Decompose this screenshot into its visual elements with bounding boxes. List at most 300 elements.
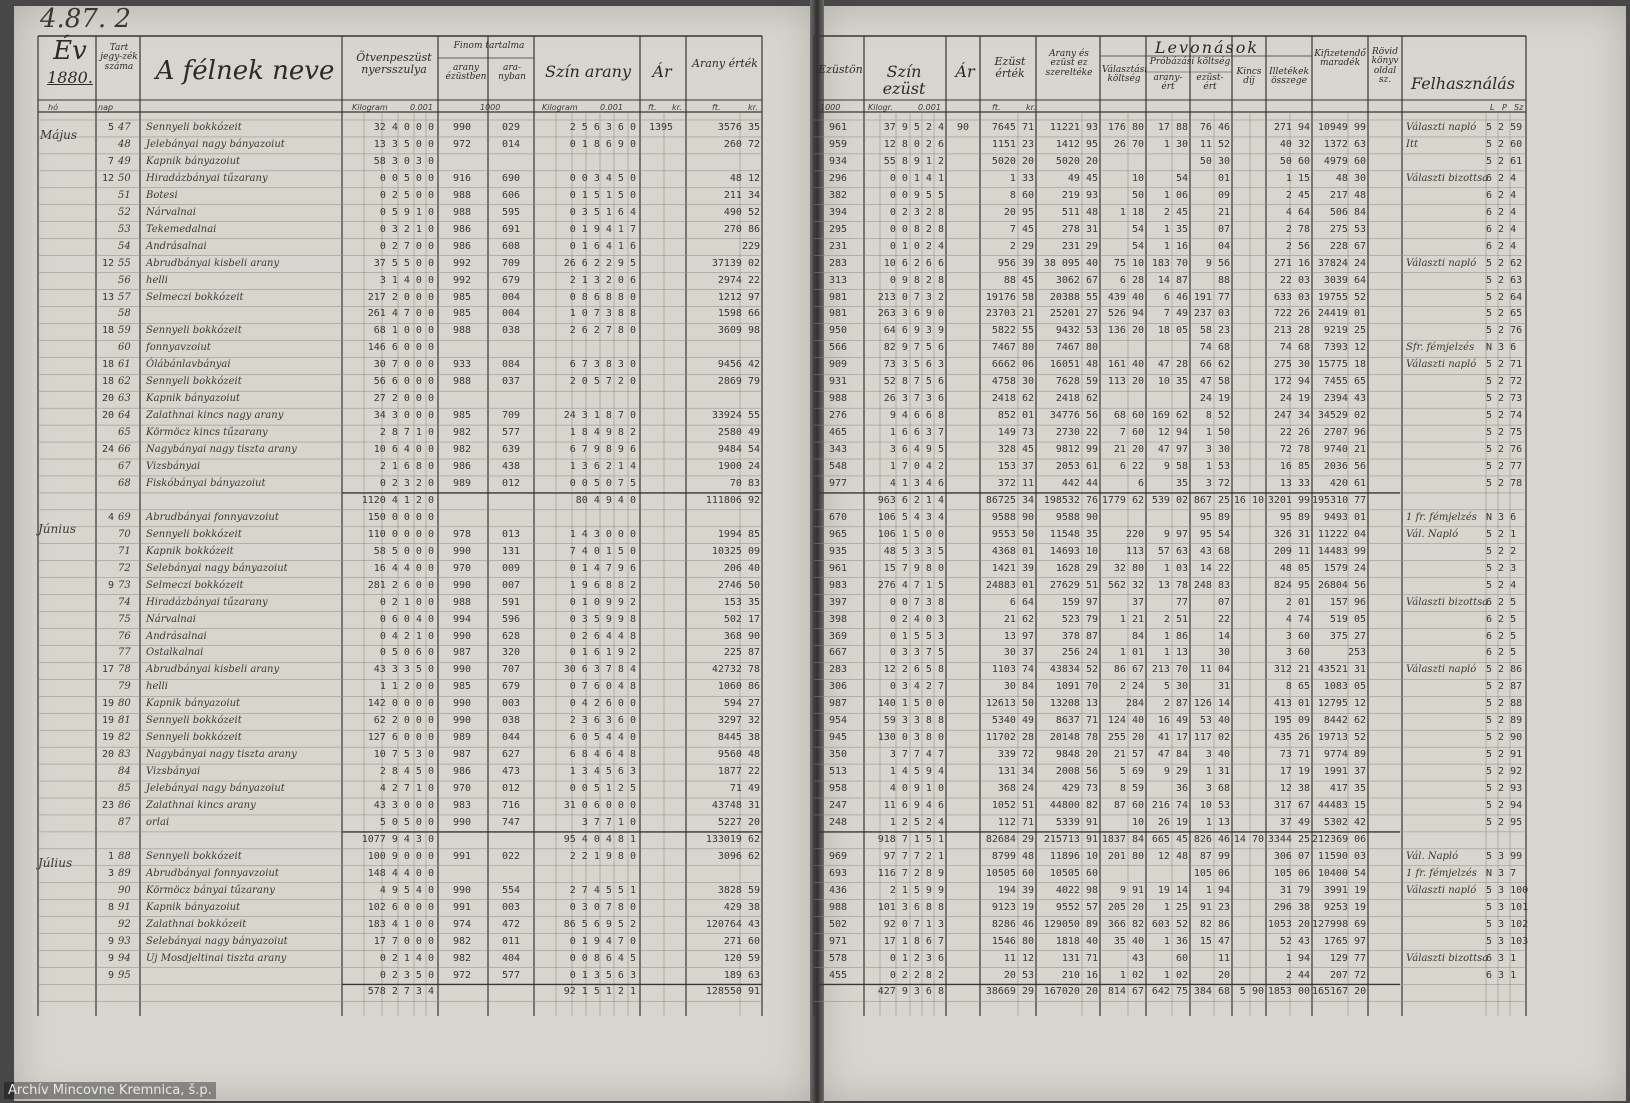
row-day: 24 [101,444,114,456]
row-gross-weight: 34 3 0 0 0 [373,410,434,422]
row-total-value: 8637 71 [1055,715,1098,727]
unit-ft-price: ft. [648,103,657,112]
row-pure-silver: 73 3 5 6 3 [883,359,944,371]
row-entry-number: 73 [118,579,131,591]
row-party-name: Zalathnai kincs arany [146,800,256,811]
row-pure-silver: 0 2 4 0 3 [889,613,944,625]
row-silver-fineness: 283 [828,664,848,676]
row-gross-weight: 146 6 0 0 0 [367,342,434,354]
row-usage: 1 fr. fémjelzés [1406,867,1477,879]
row-party-name: Kapnik bányazoiut [146,698,241,710]
row-silver-fineness: 959 [828,138,848,150]
row-fineness-gold: 709 [501,257,521,269]
row-fees-total: 271 94 [1273,122,1310,133]
small-col-p: P [1502,103,1507,112]
row-gross-weight: 578 2 7 3 4 [367,986,434,998]
row-assay-gold: 1 35 [1163,223,1188,235]
row-silver-fineness: 988 [828,393,848,405]
row-pure-gold: 31 0 6 0 0 0 [563,800,636,811]
row-entry-number: 63 [118,393,131,405]
row-party-name: Ólábánlavbányai [146,359,231,371]
row-silver-fineness: 667 [828,647,848,659]
row-pure-silver: 101 3 6 8 8 [877,901,944,913]
row-fineness-gold: 707 [501,664,521,676]
row-total-value: 7628 59 [1055,376,1098,388]
row-payout: 19755 52 [1317,291,1366,303]
row-separation-cost: 2 24 [1119,681,1144,693]
row-fees-total: 2 01 [1285,596,1310,608]
row-short-book-ref: 5 2 95 [1486,816,1523,828]
row-day: 23 [101,800,114,811]
row-separation-cost: 54 [1131,223,1144,235]
row-short-book-ref: 5 2 3 [1486,562,1517,574]
row-silver-fineness: 961 [828,562,848,574]
row-payout: 44483 15 [1317,800,1366,811]
row-pure-gold: 26 6 2 2 9 5 [563,257,636,269]
row-assay-silver: 20 [1217,969,1230,981]
row-total-value: 2008 56 [1055,766,1098,778]
row-pure-gold: 0 1 6 4 1 6 [569,240,636,252]
row-pure-silver: 97 7 7 2 1 [883,850,944,862]
row-fees-total: 24 19 [1279,393,1310,405]
row-total-value: 13208 13 [1049,698,1098,710]
row-pure-gold: 1 8 4 9 8 2 [569,427,636,439]
row-fees-total: 413 01 [1273,698,1310,710]
row-pure-gold: 6 8 4 6 4 8 [569,749,636,761]
row-fineness-gold-silver: 972 [452,138,472,150]
row-assay-silver: 15 47 [1199,935,1230,947]
row-total-value: 167020 20 [1043,986,1098,998]
row-day: 4 [107,511,114,523]
row-fineness-gold: 595 [501,206,521,218]
row-party-name: Andrásalnai [146,630,207,642]
payout-header: Kifizetendő maradék [1314,49,1366,69]
row-gold-value: 2746 50 [717,579,760,591]
row-total-value: 5339 91 [1055,816,1098,828]
row-total-value: 1091 70 [1055,681,1098,693]
row-payout: 127998 69 [1312,918,1367,930]
archive-credit: Archív Mincovne Kremnica, š.p. [4,1082,216,1099]
row-separation-cost: 1837 84 [1101,833,1144,845]
gold-header: ara-nyban [498,63,526,83]
row-gold-value: 225 87 [723,647,760,659]
row-gross-weight: 4 9 5 4 0 [379,884,434,896]
row-pure-gold: 2 3 6 3 6 0 [569,715,636,727]
row-fees-total: 275 30 [1273,359,1310,371]
row-assay-gold: 183 70 [1151,257,1188,269]
row-total-value: 9552 57 [1055,901,1098,913]
row-payout: 43521 31 [1317,664,1366,676]
row-assay-gold: 2 87 [1163,698,1188,710]
row-fineness-gold: 003 [501,901,521,913]
row-silver-value: 30 37 [1003,647,1034,659]
row-gold-value: 368 90 [723,630,760,642]
row-entry-number: 87 [118,816,131,828]
row-silver-fineness: 954 [828,715,848,727]
row-pure-silver: 3 7 7 4 7 [889,749,944,761]
row-separation-cost: 1 02 [1119,969,1144,981]
row-pure-silver: 64 6 9 3 9 [883,325,944,337]
row-fees-total: 40 32 [1279,138,1310,150]
row-payout: 519 05 [1329,613,1366,625]
unit-kr-value: kr. [748,103,758,112]
row-gross-weight: 62 2 0 0 0 [373,715,434,727]
row-assay-silver: 74 68 [1199,342,1230,354]
row-assay-silver: 1 53 [1205,461,1230,472]
row-fineness-gold: 691 [501,223,521,235]
row-short-book-ref: 5 2 88 [1486,698,1523,710]
row-payout: 157 96 [1329,596,1366,608]
row-gold-value: 1994 85 [717,528,760,540]
row-fineness-gold: 577 [501,969,521,981]
row-fineness-gold: 004 [501,308,521,320]
row-assay-gold: 7 49 [1163,308,1188,320]
row-payout: 7455 65 [1323,376,1366,388]
row-pure-silver: 3 6 4 9 5 [889,444,944,456]
row-fineness-gold-silver: 990 [452,122,472,133]
row-short-book-ref: 5 2 90 [1486,732,1523,744]
row-silver-value: 38669 29 [985,986,1034,998]
row-short-book-ref: 5 2 86 [1486,664,1523,676]
row-pure-silver: 59 3 3 8 8 [883,715,944,727]
row-party-name: Sennyeli bokkózeit [146,325,242,337]
row-silver-value: 7645 71 [991,122,1034,133]
row-silver-value: 4368 01 [991,545,1034,557]
deductions-header: Levonások [1154,38,1260,57]
row-assay-silver: 07 [1217,596,1230,608]
row-assay-gold: 26 19 [1157,816,1188,828]
row-short-book-ref: 5 2 77 [1486,461,1523,472]
row-pure-silver: 276 4 7 1 5 [877,579,944,591]
row-separation-cost: 6 22 [1119,461,1144,472]
row-short-book-ref: 5 2 64 [1486,291,1523,303]
row-entry-number: 92 [118,918,131,930]
row-party-name: Körmöcz kincs tűzarany [146,427,268,439]
row-fineness-gold: 473 [501,766,521,778]
row-separation-cost: 10 [1131,172,1144,184]
row-pure-silver: 0 0 7 3 8 [889,596,944,608]
row-silver-value: 5822 55 [991,325,1034,337]
row-assay-gold: 1 03 [1163,562,1188,574]
row-fineness-gold-silver: 978 [452,528,472,540]
row-payout: 9774 89 [1323,749,1366,761]
row-total-value: 1412 95 [1055,138,1098,150]
assay-gold-header: arany-ért [1153,73,1183,93]
row-fees-total: 1 94 [1285,952,1310,964]
row-day: 12 [101,172,114,184]
row-fineness-gold: 709 [501,410,521,422]
row-fees-total: 271 16 [1273,257,1310,269]
row-coin-tax: 14 70 [1233,833,1264,845]
row-silver-fineness: 465 [828,427,848,439]
row-fineness-gold-silver: 990 [452,579,472,591]
row-short-book-ref: 5 2 74 [1486,410,1523,422]
row-pure-silver: 4 0 9 1 0 [889,783,944,795]
row-entry-number: 62 [118,376,131,388]
row-pure-gold: 2 7 4 5 5 1 [569,884,636,896]
row-fineness-gold: 007 [501,579,521,591]
row-gold-value: 206 40 [723,562,760,574]
row-pure-gold: 0 8 6 8 8 0 [569,291,636,303]
row-assay-gold: 18 05 [1157,325,1188,337]
row-silver-value: 10505 60 [985,867,1034,879]
row-separation-cost: 526 94 [1107,308,1144,320]
row-total-value: 219 93 [1061,189,1098,201]
row-pure-gold: 0 1 3 5 6 3 [569,969,636,981]
row-day: 3 [107,867,114,879]
row-payout: 417 35 [1329,783,1366,795]
row-fineness-gold-silver: 970 [452,783,472,795]
row-assay-silver: 1 50 [1205,427,1230,439]
row-gold-value: 128550 91 [705,986,760,998]
row-silver-fineness: 988 [828,901,848,913]
unit-kr-right: kr. [1026,103,1036,112]
row-fees-total: 16 85 [1279,461,1310,472]
row-assay-silver: 1 31 [1205,766,1230,778]
row-assay-silver: 8 52 [1205,410,1230,422]
row-silver-fineness: 981 [828,291,848,303]
row-party-name: Abrudbányai kisbeli arany [146,664,280,676]
row-entry-number: 68 [118,477,131,489]
gross-weight-header: Ötvenpeszüst nyersszulya [356,51,432,76]
row-pure-silver: 0 9 8 2 8 [889,274,944,286]
row-usage: Választi bizottsa [1406,952,1489,964]
row-usage: Választi napló [1406,257,1477,269]
row-fees-total: 2 45 [1285,189,1310,201]
row-short-book-ref: 5 2 89 [1486,715,1523,727]
row-silver-value: 339 72 [997,749,1034,761]
row-party-name: Sennyeli bokkózeit [146,528,242,540]
row-day: 8 [107,901,114,913]
row-pure-silver: 12 2 6 5 8 [883,664,944,676]
row-fees-total: 95 89 [1279,511,1310,523]
row-fineness-gold: 029 [501,122,521,133]
row-short-book-ref: 6 2 5 [1486,596,1517,608]
silver-price-header: Ár [955,62,975,81]
row-gross-weight: 56 6 0 0 0 [373,376,434,388]
unit-ft-right: ft. [992,103,1001,112]
row-short-book-ref: 6 2 5 [1486,613,1517,625]
row-gross-weight: 2 8 4 5 0 [379,766,434,778]
row-silver-value: 7 45 [1009,223,1034,235]
row-silver-fineness: 578 [828,952,848,964]
row-total-value: 9432 53 [1055,325,1098,337]
row-silver-value: 11702 28 [985,732,1034,744]
row-day: 7 [107,155,114,167]
row-separation-cost: 84 [1131,630,1144,642]
row-assay-silver: 3 68 [1205,783,1230,795]
row-short-book-ref: 6 2 4 [1486,172,1517,184]
row-entry-number: 61 [118,359,131,371]
row-short-book-ref: 5 3 101 [1486,901,1529,913]
row-pure-gold: 0 3 5 1 6 4 [569,206,636,218]
row-gross-weight: 102 6 0 0 0 [367,901,434,913]
row-party-name: Nárvalnai [146,613,196,625]
row-assay-gold: 17 88 [1157,122,1188,133]
row-separation-cost: 161 40 [1107,359,1144,371]
row-assay-gold: 36 [1175,783,1188,795]
row-gold-value: 9560 48 [717,749,760,761]
year-value: 1880. [47,68,93,87]
row-separation-cost: 86 67 [1113,664,1144,676]
row-payout: 1991 37 [1323,766,1366,778]
row-fees-total: 48 05 [1279,562,1310,574]
row-party-name: Ostalkalnai [146,647,204,659]
row-payout: 9740 21 [1323,444,1366,456]
row-party-name: Sennyeli bokkózeit [146,376,242,388]
row-party-name: Kapnik bányazoiut [146,155,241,167]
row-fineness-gold-silver: 989 [452,732,472,744]
row-short-book-ref: 5 3 102 [1486,918,1529,930]
row-pure-gold: 2 1 3 2 0 6 [569,274,636,286]
row-assay-silver: 07 [1217,223,1230,235]
row-assay-silver: 87 99 [1199,850,1230,862]
row-pure-silver: 918 7 1 5 1 [877,833,944,845]
row-payout: 420 61 [1329,477,1366,489]
row-party-name: helli [146,274,168,286]
row-pure-silver: 140 1 5 0 0 [877,698,944,710]
row-gold-value: 153 35 [723,596,760,608]
row-payout: 26804 56 [1317,579,1366,591]
row-day: 9 [107,969,114,981]
row-party-name: Vizsbányai [146,766,201,778]
row-gross-weight: 127 6 0 0 0 [367,732,434,744]
row-pure-silver: 263 3 6 9 0 [877,308,944,320]
row-assay-silver: 21 [1217,206,1230,218]
row-short-book-ref: N 3 6 [1486,511,1517,523]
row-party-name: Selebányai nagy bányazoiut [146,562,288,574]
row-fineness-gold: 011 [501,935,521,947]
row-silver-fineness: 398 [828,613,848,625]
row-gross-weight: 148 4 4 0 0 [367,867,434,879]
row-fees-total: 3 60 [1285,647,1310,659]
row-fineness-gold-silver: 991 [452,850,472,862]
row-pure-gold: 2 5 6 3 6 0 [569,122,636,133]
row-gold-value: 70 83 [729,477,760,489]
row-assay-gold: 1 13 [1163,647,1188,659]
row-silver-price: 90 [956,122,970,133]
row-gross-weight: 2 8 7 1 0 [379,427,434,439]
row-silver-value: 372 11 [997,477,1034,489]
row-fineness-gold: 009 [501,562,521,574]
row-gold-value: 120764 43 [705,918,760,930]
row-fineness-gold: 004 [501,291,521,303]
row-total-value: 159 97 [1061,596,1098,608]
row-party-name: Abrudbányai fonnyavzoiut [146,867,279,879]
row-pure-gold: 1 3 6 2 1 4 [569,461,636,472]
row-short-book-ref: 6 2 5 [1486,630,1517,642]
row-separation-cost: 9 91 [1119,884,1144,896]
row-assay-gold: 169 62 [1151,410,1188,422]
row-fineness-gold-silver: 982 [452,444,472,456]
row-total-value: 2730 22 [1055,427,1098,439]
row-short-book-ref: 5 2 59 [1486,122,1523,133]
row-party-name: Nárvalnai [146,206,196,218]
row-gold-value: 229 [741,240,760,252]
row-separation-cost: 21 57 [1113,749,1144,761]
row-silver-value: 149 73 [997,427,1034,439]
row-gross-weight: 0 2 3 5 0 [379,969,434,981]
row-fees-total: 209 11 [1273,545,1310,557]
row-entry-number: 59 [118,325,131,337]
row-day: 9 [107,935,114,947]
row-fineness-gold: 628 [501,630,521,642]
row-short-book-ref: 6 2 4 [1486,240,1517,252]
row-fineness-gold: 472 [501,918,521,930]
row-payout: 10400 54 [1317,867,1366,879]
row-assay-gold: 603 52 [1151,918,1188,930]
row-separation-cost: 21 20 [1113,444,1144,456]
row-entry-number: 58 [118,308,131,320]
row-gross-weight: 58 5 0 0 0 [373,545,434,557]
row-total-value: 442 44 [1061,477,1098,489]
row-assay-silver: 14 [1217,630,1230,642]
row-assay-gold: 2 45 [1163,206,1188,218]
row-fineness-gold-silver: 992 [452,274,472,286]
row-gross-weight: 5 0 5 0 0 [379,816,434,828]
row-total-value: 9812 99 [1055,444,1098,456]
row-pure-gold: 0 1 9 4 1 7 [569,223,636,235]
row-day: 20 [101,393,114,405]
row-payout: 1579 24 [1323,562,1366,574]
row-total-value: 1818 40 [1055,935,1098,947]
row-fees-total: 4 64 [1285,206,1310,218]
row-assay-gold: 9 58 [1163,461,1188,472]
row-silver-value: 328 45 [997,444,1034,456]
row-assay-silver: 3 72 [1205,477,1230,489]
row-entry-number: 70 [118,528,131,540]
row-pure-silver: 0 1 5 5 3 [889,630,944,642]
row-coin-tax: 5 90 [1239,986,1264,998]
row-assay-silver: 826 46 [1193,833,1230,845]
row-short-book-ref: 5 2 76 [1486,444,1523,456]
row-silver-fineness: 369 [828,630,848,642]
silver-in-gold-header: Ezüstön [818,63,863,76]
row-fineness-gold-silver: 990 [452,664,472,676]
row-assay-silver: 11 [1217,952,1230,964]
row-fineness-gold: 554 [501,884,521,896]
row-fineness-gold-silver: 986 [452,766,472,778]
row-pure-gold: 0 0 5 0 7 5 [569,477,636,489]
row-fineness-gold: 596 [501,613,521,625]
row-assay-silver: 82 86 [1199,918,1230,930]
row-fineness-gold: 591 [501,596,521,608]
row-separation-cost: 6 [1137,477,1144,489]
row-assay-gold: 60 [1175,952,1188,964]
row-silver-fineness: 397 [828,596,848,608]
row-party-name: Fiskóbányai bányazoiut [146,477,266,489]
row-gross-weight: 261 4 7 0 0 [367,308,434,320]
row-total-value: 11548 35 [1049,528,1098,540]
row-assay-silver: 22 [1217,613,1230,625]
row-pure-gold: 0 1 6 1 9 2 [569,647,636,659]
row-silver-fineness: 977 [828,477,848,489]
row-pure-gold: 0 0 8 6 4 5 [569,952,636,964]
row-fineness-gold-silver: 988 [452,325,472,337]
row-fineness-gold-silver: 989 [452,477,472,489]
row-separation-cost: 205 20 [1107,901,1144,913]
row-pure-silver: 0 3 4 2 7 [889,681,944,693]
row-silver-value: 21 62 [1003,613,1034,625]
row-gold-value: 9456 42 [717,359,760,371]
row-payout: 1083 05 [1323,681,1366,693]
row-pure-silver: 37 9 5 2 4 [883,122,944,133]
row-silver-fineness: 455 [828,969,848,981]
month-label-june: Június [38,522,76,536]
row-assay-gold: 1 36 [1163,935,1188,947]
row-pure-silver: 1 7 0 4 2 [889,461,944,472]
row-separation-cost: 439 40 [1107,291,1144,303]
